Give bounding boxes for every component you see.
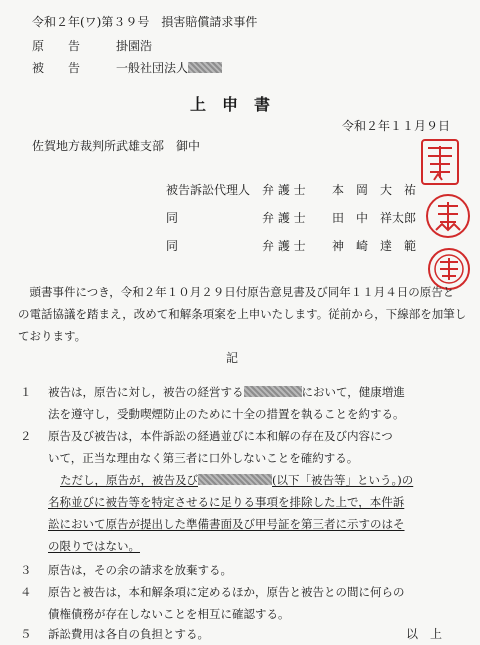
attorney-role-3: 同: [166, 239, 179, 253]
item-2-proviso-cont: 訟において原告が提出した準備書面及び甲号証を第三者に示すのはそ: [48, 517, 405, 531]
document-date: 令和２年１１月９日: [342, 119, 451, 133]
attorney-name-3: 神 崎 達 範: [332, 239, 417, 253]
attorney-title-2: 弁 護 士: [262, 211, 306, 225]
item-1: [20, 384, 405, 400]
case-number: 令和２年(ワ)第３９号 損害賠償請求事件: [32, 15, 258, 29]
item-2-proviso: [48, 472, 413, 488]
item-2: [20, 428, 393, 444]
item-5: [20, 626, 209, 642]
item-text: において，健康増進: [301, 385, 405, 399]
item-4-cont: 債権債務が存在しないことを相互に確認する。: [48, 607, 290, 621]
item-2-proviso-cont: 名称並びに被告等を特定させるに足りる事項を排除した上で，本件訴: [48, 495, 405, 509]
plaintiff-name: 掛園浩: [116, 39, 153, 53]
intro-line-3: ております。: [18, 329, 87, 343]
redaction-block: [198, 474, 272, 485]
item-text: (以下「被告等」という。)の: [272, 473, 414, 487]
redaction-block: [244, 386, 302, 397]
intro-line-2: の電話協議を踏まえ，改めて和解条項案を上申いたします。従前から，下線部を加筆し: [18, 307, 467, 321]
item-text: 原告と被告は，本和解条項に定めるほか，原告と被告との間に何らの: [48, 585, 405, 599]
item-4: [20, 584, 405, 600]
ki-heading: 記: [226, 351, 239, 365]
item-text: 被告は，原告に対し，被告の経営する: [48, 385, 244, 399]
item-3: [20, 562, 232, 578]
attorney-role-2: 同: [166, 211, 179, 225]
attorney-role-1: 被告訴訟代理人: [166, 183, 251, 197]
redaction-block: [188, 62, 222, 73]
item-number: ２: [20, 429, 32, 443]
round-seal-icon: [424, 192, 472, 240]
seal-stamp-icon: [418, 136, 462, 188]
attorney-title-3: 弁 護 士: [262, 239, 306, 253]
defendant-label: 被 告: [32, 61, 81, 75]
defendant-name: 一般社団法人: [116, 61, 189, 75]
item-text: 原告は，その余の請求を放棄する。: [48, 563, 232, 577]
item-text: 原告及び被告は，本件訴訟の経過並びに本和解の存在及び内容につ: [48, 429, 393, 443]
item-number: ５: [20, 627, 32, 641]
attorney-title-1: 弁 護 士: [262, 183, 306, 197]
addressee: 佐賀地方裁判所武雄支部 御中: [32, 139, 201, 153]
item-text: 訴訟費用は各自の負担とする。: [48, 627, 209, 641]
closing-mark: 以 上: [406, 627, 443, 641]
defendant-line: [116, 60, 222, 76]
item-number: ４: [20, 585, 32, 599]
item-2-cont: いて，正当な理由なく第三者に口外しないことを確約する。: [48, 451, 359, 465]
item-2-proviso-cont: の限りではない。: [48, 539, 140, 553]
attorney-name-1: 本 岡 大 祐: [332, 183, 417, 197]
item-number: １: [20, 385, 32, 399]
item-1-cont: 法を遵守し，受動喫煙防止のために十全の措置を執ることを約する。: [48, 407, 405, 421]
plaintiff-label: 原 告: [32, 39, 81, 53]
item-number: ３: [20, 563, 32, 577]
item-text: ただし，原告が，被告及び: [60, 473, 198, 487]
attorney-name-2: 田 中 祥太郎: [332, 211, 417, 225]
document-title: 上申書: [190, 95, 287, 114]
intro-line-1: 頭書事件につき，令和２年１０月２９日付原告意見書及び同年１１月４日の原告と: [18, 285, 455, 299]
